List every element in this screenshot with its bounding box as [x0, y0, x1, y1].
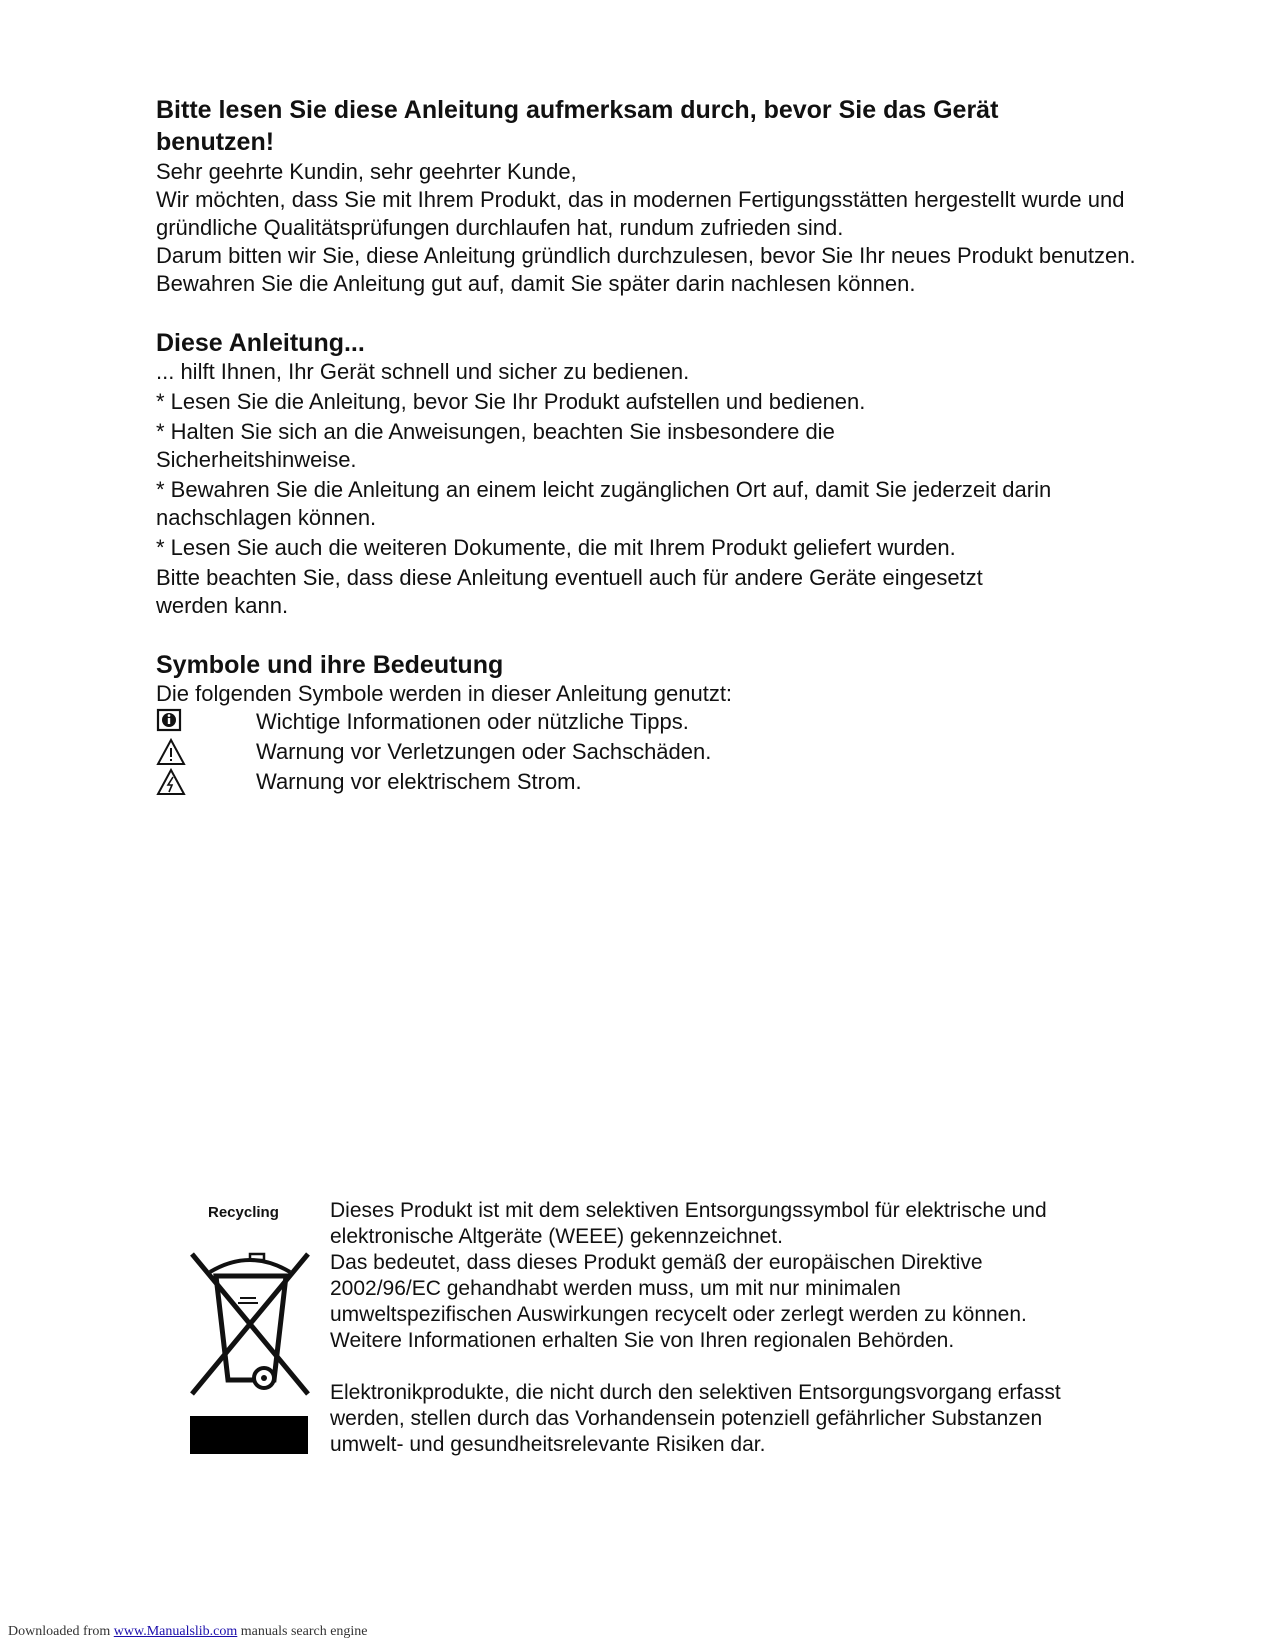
manualslib-link[interactable]: www.Manualslib.com [113, 1624, 238, 1639]
intro-heading: Bitte lesen Sie diese Anleitung aufmerksam durch, bevor Sie das Gerät benutzen! [156, 96, 999, 156]
recycling-paragraph: Elektronikprodukte, die nicht durch den selektiven Entsorgungsvorgang erfasst werden, stellen durch das Vorhandensein potenziell gefährlicher Substanzen umwelt- und gesundheitsrelevante Risiken dar. [330, 1381, 1061, 1456]
manual-line: * Halten Sie sich an die Anweisungen, beachten Sie insbesondere die Sicherheitshinweise. [156, 419, 835, 472]
intro-paragraph: Darum bitten wir Sie, diese Anleitung gründlich durchzulesen, bevor Sie Ihr neues Produkt benutzen. Bewahren Sie die Anleitung gut auf, damit Sie später darin nachlesen können. [156, 243, 1136, 296]
recycling-text [330, 1198, 1070, 1458]
footer [8, 1624, 368, 1640]
symbol-row [156, 708, 1156, 738]
symbol-text: Warnung vor Verletzungen oder Sachschäden. [256, 739, 712, 764]
symbol-text: Warnung vor elektrischem Strom. [256, 769, 582, 794]
weee-black-bar [190, 1416, 308, 1454]
recycling-line: Das bedeutet, dass dieses Produkt gemäß der europäischen Direktive 2002/96/EC gehandhabt werden muss, um mit nur minimalen umweltspezifischen Auswirkungen recycelt oder zerlegt werden zu können. [330, 1251, 1027, 1326]
manual-line: ... hilft Ihnen, Ihr Gerät schnell und sicher zu bedienen. [156, 359, 690, 384]
symbol-row [156, 738, 1156, 768]
main-content [156, 94, 1156, 798]
manual-line: * Bewahren Sie die Anleitung an einem leicht zugänglichen Ort auf, damit Sie jederzeit darin nachschlagen können. [156, 477, 1052, 530]
footer-suffix: manuals search engine [240, 1624, 368, 1639]
manual-section [156, 328, 1156, 620]
recycling-label: Recycling [208, 1204, 279, 1221]
symbol-row [156, 768, 1156, 798]
intro-section [156, 94, 1156, 298]
info-icon [156, 708, 256, 738]
recycling-line: Dieses Produkt ist mit dem selektiven Entsorgungssymbol für elektrische und elektronische Altgeräte (WEEE) gekennzeichnet. [330, 1199, 1047, 1248]
warning-triangle-icon [156, 738, 256, 768]
symbol-text: Wichtige Informationen oder nützliche Tipps. [256, 709, 689, 734]
electric-warning-icon [156, 768, 256, 798]
recycling-section [190, 1198, 1090, 1468]
footer-prefix: Downloaded from [8, 1624, 111, 1639]
symbols-section [156, 650, 1156, 798]
recycling-line: Weitere Informationen erhalten Sie von Ihren regionalen Behörden. [330, 1329, 955, 1352]
weee-bin-icon [190, 1250, 310, 1400]
manual-line: Bitte beachten Sie, dass diese Anleitung eventuell auch für andere Geräte eingesetzt werden kann. [156, 565, 983, 618]
intro-greeting: Sehr geehrte Kundin, sehr geehrter Kunde, [156, 159, 577, 184]
manual-heading: Diese Anleitung... [156, 329, 365, 357]
manual-line: * Lesen Sie die Anleitung, bevor Sie Ihr Produkt aufstellen und bedienen. [156, 389, 866, 414]
symbols-heading: Symbole und ihre Bedeutung [156, 651, 504, 679]
symbols-intro: Die folgenden Symbole werden in dieser Anleitung genutzt: [156, 681, 733, 706]
intro-paragraph: Wir möchten, dass Sie mit Ihrem Produkt, das in modernen Fertigungsstätten hergestellt wurde und gründliche Qualitätsprüfungen durchlaufen hat, rundum zufrieden sind. [156, 187, 1125, 240]
manual-line: * Lesen Sie auch die weiteren Dokumente, die mit Ihrem Produkt geliefert wurden. [156, 535, 956, 560]
